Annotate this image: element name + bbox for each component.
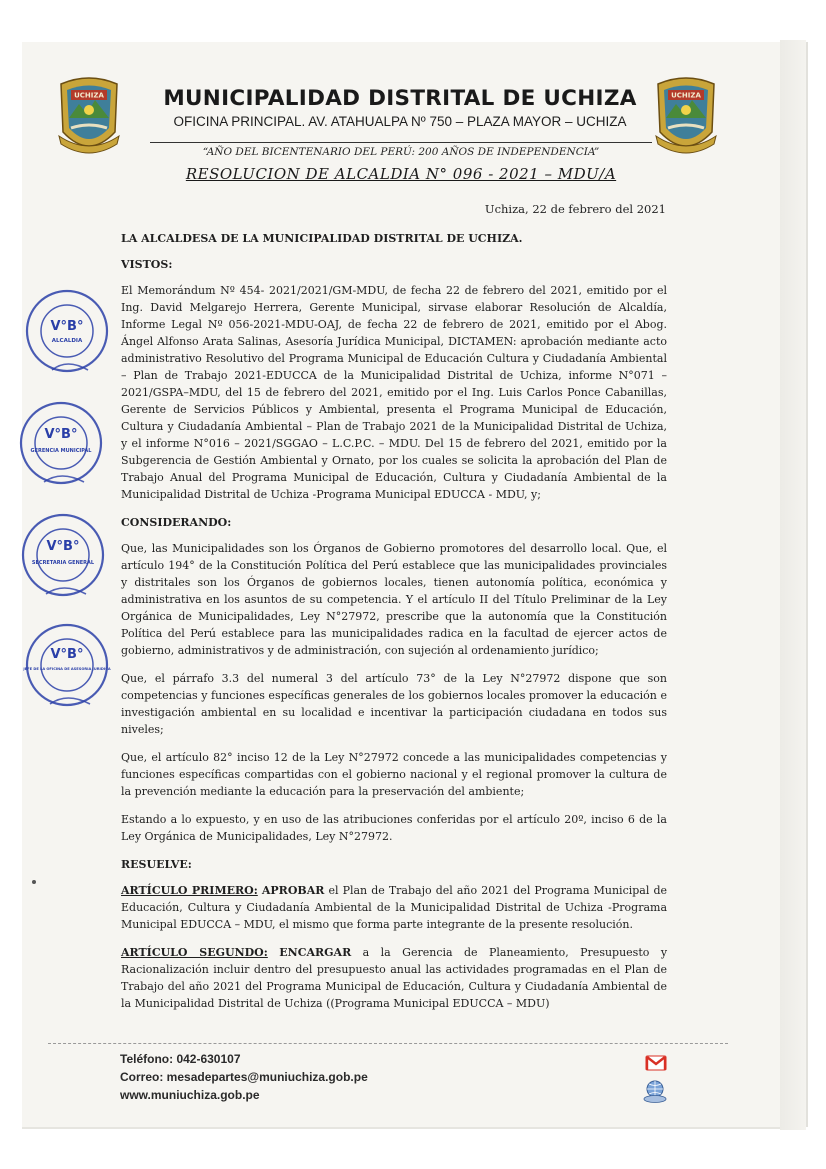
seal-gerencia bbox=[16, 398, 106, 488]
seal-role-text: ALCALDIA bbox=[51, 338, 83, 344]
issuer-line: LA ALCALDESA DE LA MUNICIPALIDAD DISTRITAL DE UCHIZA. bbox=[121, 232, 523, 245]
gmail-icon bbox=[645, 1055, 667, 1071]
resuelve-heading: RESUELVE: bbox=[121, 858, 192, 871]
footer-divider bbox=[48, 1043, 728, 1044]
document-date: Uchiza, 22 de febrero del 2021 bbox=[484, 202, 666, 216]
footer-email: Correo: mesadepartes@muniuchiza.gob.pe bbox=[120, 1070, 368, 1084]
considerando-heading: CONSIDERANDO: bbox=[121, 516, 232, 529]
seal-asesoria-juridica bbox=[22, 620, 112, 710]
seal-role-text: GERENCIA MUNICIPAL bbox=[30, 448, 92, 454]
considerando-paragraph-3: Que, el artículo 82° inciso 12 de la Ley N°27972 concede a las municipalidades competencias y funciones específicas compartidas con el gobierno nacional y el regional promover la cultura de la prevención mediante la educación para la preservación del ambiente; bbox=[121, 751, 667, 798]
crest-banner-text: UCHIZA bbox=[671, 91, 701, 100]
web-globe-icon bbox=[641, 1078, 669, 1104]
resolution-title: RESOLUCION DE ALCALDIA N° 096 - 2021 – MDU/A bbox=[185, 165, 617, 183]
considerando-paragraph-4: Estando a lo expuesto, y en uso de las atribuciones conferidas por el artículo 20º, inciso 6 de la Ley Orgánica de Municipalidades, Ley N°27972. bbox=[121, 813, 667, 843]
resolution-body bbox=[121, 230, 667, 1023]
municipality-title: MUNICIPALIDAD DISTRITAL DE UCHIZA bbox=[163, 86, 637, 111]
article-second-text: a la Gerencia de Planeamiento, Presupuesto y Racionalización incluir dentro del presupuesto anual las actividades programadas en el Plan de Trabajo del año 2021 del Programa Municipal de Educación, Cultura y Ciudadanía Ambiental de la Municipalidad Distrital de Uchiza ((Programa Municipal EDUCCA – MDU) bbox=[121, 946, 668, 1010]
office-address: OFICINA PRINCIPAL. AV. ATAHUALPA Nº 750 – PLAZA MAYOR – UCHIZA bbox=[173, 114, 627, 129]
considerando-paragraph-1: Que, las Municipalidades son los Órganos de Gobierno promotores del desarrollo local. Que, el artículo 194° de la Constitución Política del Perú establece que las municipalidades provinciales y distritales son los Órganos de gobiernos locales, tienen autonomía política, económica y administrativa en los asuntos de su competencia. Y el artículo II del Título Preliminar de la Ley Orgánica de Municipalidades, Ley N°27972, prescribe que la autonomía que la Constitución Política del Perú establece para las municipalidades radica en la facultad de ejercer actos de gobierno, administrativos y de administración, con sujeción al ordenamiento jurídico; bbox=[121, 542, 667, 657]
article-second-verb: ENCARGAR bbox=[279, 946, 352, 959]
article-first-verb: APROBAR bbox=[261, 884, 325, 897]
vistos-heading: VISTOS: bbox=[121, 258, 173, 271]
paper-edge bbox=[780, 40, 806, 1130]
contact-footer bbox=[120, 1050, 368, 1104]
header-divider bbox=[150, 142, 652, 143]
seal-vb-text: V°B° bbox=[50, 647, 84, 662]
seal-vb-text: V°B° bbox=[44, 427, 78, 442]
seal-vb-text: V°B° bbox=[50, 319, 84, 334]
seal-role-text: JEFE DE LA OFICINA DE ASESORIA JURIDICA bbox=[23, 667, 111, 671]
article-second-label: ARTÍCULO SEGUNDO: bbox=[121, 946, 268, 959]
footer-phone: Teléfono: 042-630107 bbox=[120, 1052, 241, 1066]
article-second bbox=[121, 944, 667, 1012]
municipal-crest-left bbox=[55, 70, 123, 162]
seal-alcaldia bbox=[22, 286, 112, 376]
crest-banner-text: UCHIZA bbox=[74, 91, 104, 100]
seal-role-text: SECRETARIA GENERAL bbox=[31, 560, 95, 566]
vistos-paragraph: El Memorándum Nº 454- 2021/2021/GM-MDU, de fecha 22 de febrero del 2021, emitido por el Ing. David Melgarejo Herrera, Gerente Municipal, sirvase elaborar Resolución de Alcaldía, Informe Legal Nº 056-2021-MDU-OAJ, de fecha 22 de febrero de 2021, emitido por el Abog. Ángel Alfonso Arata Salinas, Asesoría Jurídica Municipal, DICTAMEN: aprobación mediante acto administrativo Resolutivo del Programa Municipal de Educación Cultura y Ciudadanía Ambiental – Plan de Trabajo 2021-EDUCCA de la Municipalidad Distrital de Uchiza, informe N°071 – 2021/GSPA–MDU, del 15 de febrero del 2021, emitido por el Ing. Luis Carlos Ponce Cabanillas, Gerente de Servicios Públicos y Ambiental, presenta el Programa Municipal de Educación, Cultura y Ciudadanía Ambiental – Plan de Trabajo 2021 de la Municipalidad Distrital de Uchiza, y el informe N°016 – 2021/SGGAO – L.C.P.C. – MDU. Del 15 de febrero del 2021, emitido por la Subgerencia de Gestión Ambiental y Ornato, por los cuales se solicita la aprobación del Plan de Trabajo Anual del Programa Municipal de Educación, Cultura y Ciudadanía Ambiental de la Municipalidad Distrital de Uchiza -Programa Municipal EDUCCA - MDU, y; bbox=[121, 284, 667, 501]
year-motto: “AÑO DEL BICENTENARIO DEL PERÚ: 200 AÑOS DE INDEPENDENCIA” bbox=[202, 146, 600, 158]
article-first bbox=[121, 882, 667, 933]
seal-secretaria bbox=[18, 510, 108, 600]
footer-website: www.muniuchiza.gob.pe bbox=[120, 1088, 260, 1102]
considerando-paragraph-2: Que, el párrafo 3.3 del numeral 3 del artículo 73° de la Ley N°27972 dispone que son competencias y funciones específicas generales de los gobiernos locales promover la educación e investigación ambiental en su localidad e incentivar la participación ciudadana en todos sus niveles; bbox=[121, 672, 667, 736]
article-first-text: el Plan de Trabajo del año 2021 del Programa Municipal de Educación, Cultura y Ciudadanía Ambiental de la Municipalidad Distrital de Uchiza -Programa Municipal EDUCCA – MDU, el mismo que forma parte integrante de la presente resolución. bbox=[121, 884, 667, 931]
scan-speck bbox=[32, 880, 36, 884]
article-first-label: ARTÍCULO PRIMERO: bbox=[121, 884, 258, 897]
seal-vb-text: V°B° bbox=[46, 539, 80, 554]
